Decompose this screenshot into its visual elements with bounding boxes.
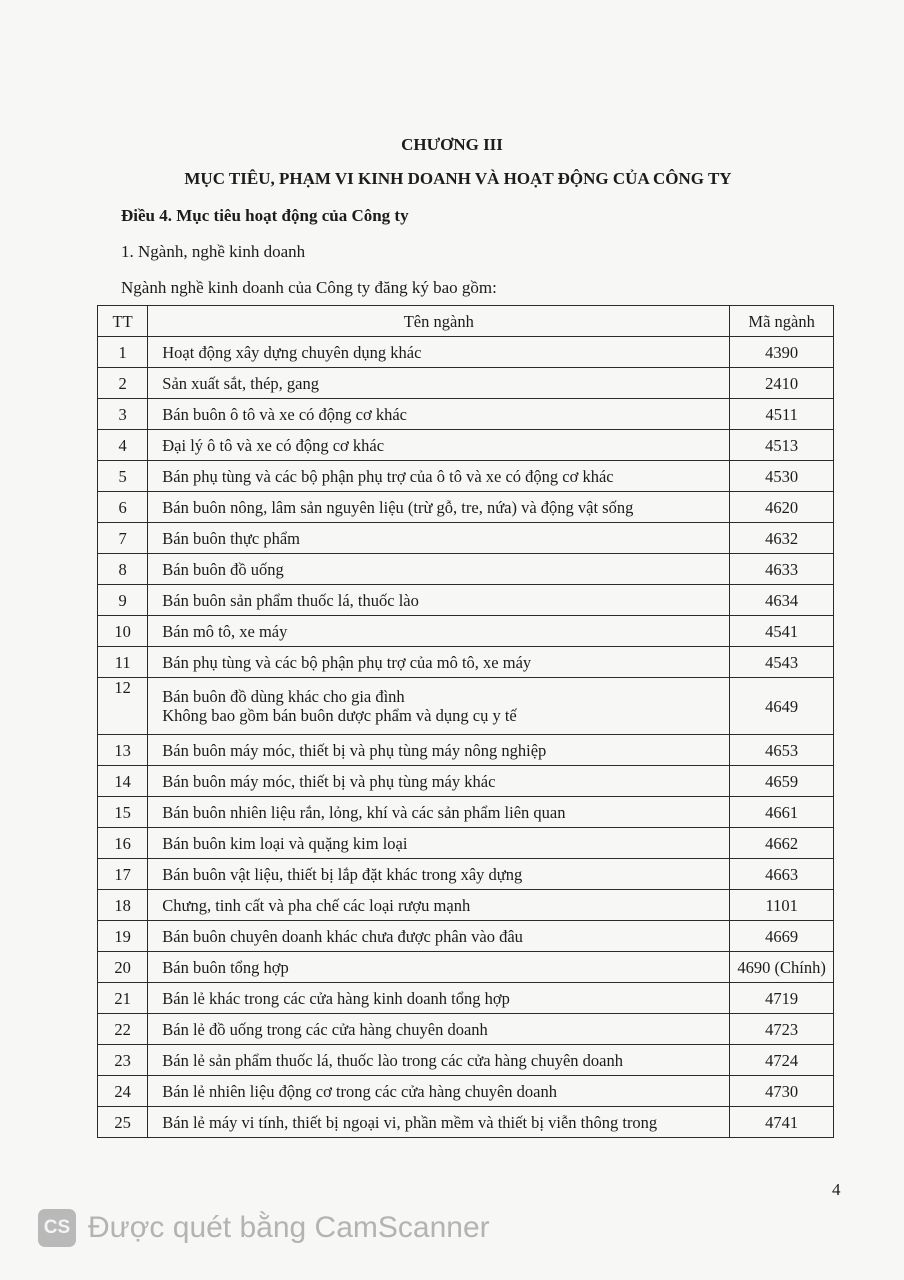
row-name — [148, 1076, 730, 1107]
row-name-text: Bán buôn tổng hợp — [162, 957, 289, 977]
row-tt: 4 — [98, 430, 148, 461]
row-tt: 22 — [98, 1014, 148, 1045]
row-name — [148, 735, 730, 766]
row-name — [148, 523, 730, 554]
row-name-text: Sản xuất sắt, thép, gang — [162, 373, 319, 393]
row-tt: 3 — [98, 399, 148, 430]
row-name-text: Bán buôn đồ dùng khác cho gia đình — [162, 687, 405, 706]
row-tt: 9 — [98, 585, 148, 616]
table-row — [98, 368, 834, 399]
row-name-text: Chưng, tinh cất và pha chế các loại rượu mạnh — [162, 895, 471, 915]
header-name: Tên ngành — [148, 306, 730, 337]
row-code: 4530 — [730, 461, 834, 492]
table-row — [98, 430, 834, 461]
table-row — [98, 952, 834, 983]
table-row — [98, 585, 834, 616]
row-name — [148, 430, 730, 461]
row-name — [148, 983, 730, 1014]
row-code: 4690 (Chính) — [730, 952, 834, 983]
row-name — [148, 859, 730, 890]
page-number: 4 — [832, 1180, 841, 1199]
row-code: 4620 — [730, 492, 834, 523]
chapter-subtitle: MỤC TIÊU, PHẠM VI KINH DOANH VÀ HOẠT ĐỘNG CỦA CÔNG TY — [184, 169, 732, 188]
table-header-row — [98, 306, 834, 337]
table-row — [98, 797, 834, 828]
row-name-text: Bán mô tô, xe máy — [162, 621, 288, 641]
table-row — [98, 678, 834, 735]
row-code: 1101 — [730, 890, 834, 921]
row-code: 4513 — [730, 430, 834, 461]
row-name — [148, 399, 730, 430]
row-name-text: Bán lẻ khác trong các cửa hàng kinh doanh tổng hợp — [162, 988, 510, 1008]
watermark-text: Được quét bằng CamScanner — [88, 1211, 490, 1244]
table-row — [98, 859, 834, 890]
row-tt: 23 — [98, 1045, 148, 1076]
article-heading: Điều 4. Mục tiêu hoạt động của Công ty — [121, 206, 409, 225]
row-name-text: Bán buôn nông, lâm sản nguyên liệu (trừ gỗ, tre, nứa) và động vật sống — [162, 497, 634, 517]
row-code: 4543 — [730, 647, 834, 678]
row-name-text: Bán buôn chuyên doanh khác chưa được phân vào đâu — [162, 926, 523, 946]
row-code: 4634 — [730, 585, 834, 616]
row-code: 4659 — [730, 766, 834, 797]
row-name — [148, 678, 730, 735]
row-code: 4390 — [730, 337, 834, 368]
table-row — [98, 735, 834, 766]
row-tt: 14 — [98, 766, 148, 797]
row-code: 4741 — [730, 1107, 834, 1138]
row-name-text: Bán phụ tùng và các bộ phận phụ trợ của ô tô và xe có động cơ khác — [162, 466, 614, 486]
row-tt: 18 — [98, 890, 148, 921]
row-name-text: Bán buôn ô tô và xe có động cơ khác — [162, 404, 407, 424]
table-row — [98, 337, 834, 368]
row-code: 4653 — [730, 735, 834, 766]
row-name — [148, 461, 730, 492]
row-name — [148, 647, 730, 678]
row-name — [148, 766, 730, 797]
business-codes-table — [97, 305, 834, 1138]
row-tt: 11 — [98, 647, 148, 678]
row-tt: 12 — [98, 678, 148, 735]
row-code: 4633 — [730, 554, 834, 585]
row-name-text: Bán lẻ đồ uống trong các cửa hàng chuyên doanh — [162, 1019, 488, 1039]
row-tt: 8 — [98, 554, 148, 585]
row-tt: 21 — [98, 983, 148, 1014]
row-name — [148, 492, 730, 523]
row-name — [148, 1107, 730, 1138]
table-row — [98, 399, 834, 430]
row-code: 4663 — [730, 859, 834, 890]
table-row — [98, 983, 834, 1014]
row-name-text: Bán buôn nhiên liệu rắn, lỏng, khí và các sản phẩm liên quan — [162, 802, 566, 822]
row-name — [148, 921, 730, 952]
row-name-text: Bán buôn kim loại và quặng kim loại — [162, 833, 408, 853]
row-tt: 1 — [98, 337, 148, 368]
row-name — [148, 337, 730, 368]
row-code: 4661 — [730, 797, 834, 828]
header-code: Mã ngành — [730, 306, 834, 337]
row-name-text: Hoạt động xây dựng chuyên dụng khác — [162, 342, 422, 362]
row-name — [148, 1045, 730, 1076]
row-tt: 24 — [98, 1076, 148, 1107]
row-name-text: Bán phụ tùng và các bộ phận phụ trợ của mô tô, xe máy — [162, 652, 532, 672]
row-name-text: Bán lẻ sản phẩm thuốc lá, thuốc lào trong các cửa hàng chuyên doanh — [162, 1050, 623, 1070]
table-body — [98, 337, 834, 1138]
intro-paragraph: Ngành nghề kinh doanh của Công ty đăng ký bao gồm: — [121, 278, 497, 297]
camscanner-watermark — [38, 1208, 490, 1248]
row-code: 4669 — [730, 921, 834, 952]
row-tt: 7 — [98, 523, 148, 554]
row-code: 4649 — [730, 678, 834, 735]
row-tt: 16 — [98, 828, 148, 859]
row-name — [148, 585, 730, 616]
row-name — [148, 952, 730, 983]
row-name — [148, 616, 730, 647]
row-tt: 19 — [98, 921, 148, 952]
row-tt: 2 — [98, 368, 148, 399]
row-tt: 13 — [98, 735, 148, 766]
table-row — [98, 1014, 834, 1045]
row-code: 4511 — [730, 399, 834, 430]
row-name — [148, 554, 730, 585]
row-name — [148, 890, 730, 921]
table-row — [98, 492, 834, 523]
table-row — [98, 1107, 834, 1138]
section-heading: 1. Ngành, nghề kinh doanh — [121, 242, 306, 261]
table-row — [98, 616, 834, 647]
row-code: 4662 — [730, 828, 834, 859]
row-name-text: Bán buôn sản phẩm thuốc lá, thuốc lào — [162, 590, 419, 610]
chapter-heading: CHƯƠNG III — [401, 135, 503, 154]
camscanner-logo-icon: CS — [38, 1209, 76, 1247]
row-code: 4723 — [730, 1014, 834, 1045]
row-name-text: Bán buôn đồ uống — [162, 559, 284, 579]
row-code: 4724 — [730, 1045, 834, 1076]
table-row — [98, 554, 834, 585]
row-name — [148, 368, 730, 399]
row-name-text: Bán buôn máy móc, thiết bị và phụ tùng máy nông nghiệp — [162, 740, 547, 760]
table-row — [98, 1045, 834, 1076]
table-row — [98, 461, 834, 492]
row-tt: 20 — [98, 952, 148, 983]
row-tt: 6 — [98, 492, 148, 523]
table-row — [98, 766, 834, 797]
row-code: 2410 — [730, 368, 834, 399]
table-row — [98, 921, 834, 952]
row-code: 4719 — [730, 983, 834, 1014]
row-code: 4632 — [730, 523, 834, 554]
table-row — [98, 890, 834, 921]
row-name — [148, 828, 730, 859]
table-row — [98, 647, 834, 678]
row-code: 4730 — [730, 1076, 834, 1107]
row-name-text: Bán buôn máy móc, thiết bị và phụ tùng máy khác — [162, 771, 496, 791]
header-tt: TT — [98, 306, 148, 337]
row-name-text: Bán buôn vật liệu, thiết bị lắp đặt khác trong xây dựng — [162, 864, 523, 884]
table-row — [98, 1076, 834, 1107]
row-tt: 10 — [98, 616, 148, 647]
row-name — [148, 797, 730, 828]
row-tt: 25 — [98, 1107, 148, 1138]
row-name-text: Đại lý ô tô và xe có động cơ khác — [162, 435, 385, 455]
row-tt: 17 — [98, 859, 148, 890]
row-name-text: Bán lẻ nhiên liệu động cơ trong các cửa hàng chuyên doanh — [162, 1081, 558, 1101]
row-note-text: Không bao gồm bán buôn dược phẩm và dụng cụ y tế — [162, 706, 517, 725]
row-tt: 15 — [98, 797, 148, 828]
table-row — [98, 523, 834, 554]
table-row — [98, 828, 834, 859]
row-code: 4541 — [730, 616, 834, 647]
row-name-text: Bán lẻ máy vi tính, thiết bị ngoại vi, phần mềm và thiết bị viễn thông trong — [162, 1112, 658, 1132]
row-tt: 5 — [98, 461, 148, 492]
row-name — [148, 1014, 730, 1045]
row-name-text: Bán buôn thực phẩm — [162, 528, 300, 548]
